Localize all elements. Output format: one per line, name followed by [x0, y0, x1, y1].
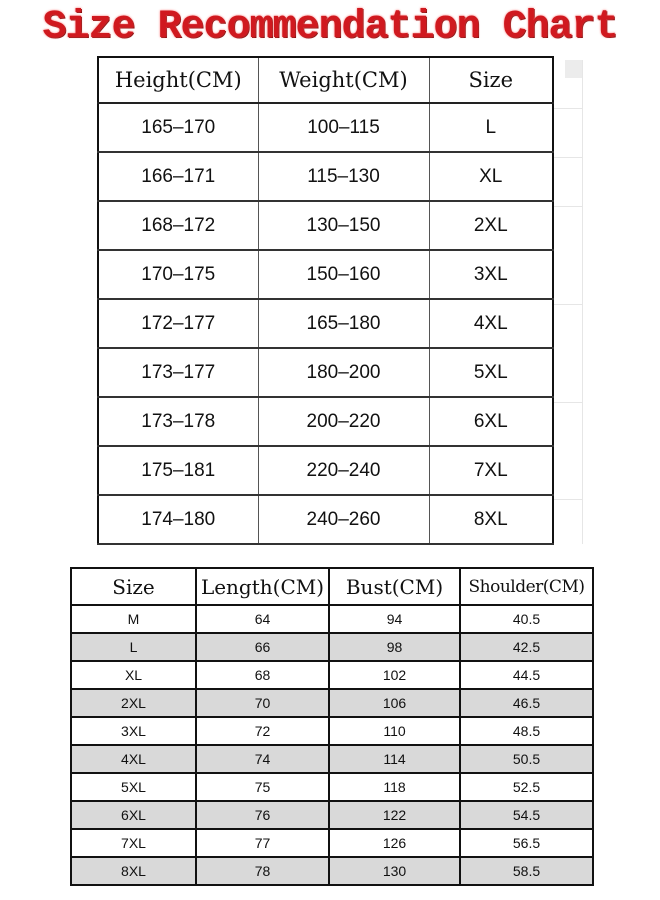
cell-weight: 240–260: [258, 495, 429, 544]
cell-size: 7XL: [429, 446, 553, 495]
table-row: [71, 633, 593, 661]
cell-shoulder: 58.5: [460, 857, 593, 885]
cell-size: L: [71, 633, 196, 661]
table-row: [98, 250, 553, 299]
cell-weight: 115–130: [258, 152, 429, 201]
cell-length: 70: [196, 689, 329, 717]
background-line: [552, 499, 582, 500]
cell-size: 7XL: [71, 829, 196, 857]
height-weight-size-table: [97, 56, 554, 545]
cell-weight: 200–220: [258, 397, 429, 446]
cell-size: XL: [429, 152, 553, 201]
cell-length: 76: [196, 801, 329, 829]
cell-shoulder: 54.5: [460, 801, 593, 829]
cell-length: 68: [196, 661, 329, 689]
cell-bust: 118: [329, 773, 460, 801]
table-row: [98, 446, 553, 495]
cell-height: 168–172: [98, 201, 258, 250]
background-line: [552, 402, 582, 403]
cell-bust: 98: [329, 633, 460, 661]
cell-size: 4XL: [71, 745, 196, 773]
background-line: [552, 206, 582, 207]
cell-weight: 150–160: [258, 250, 429, 299]
table-row: [98, 348, 553, 397]
background-line: [552, 304, 582, 305]
cell-size: 4XL: [429, 299, 553, 348]
table-row: [98, 495, 553, 544]
cell-height: 170–175: [98, 250, 258, 299]
cell-size: 5XL: [71, 773, 196, 801]
page-title: Size Recommendation Chart: [42, 5, 618, 50]
cell-size: 3XL: [71, 717, 196, 745]
cell-shoulder: 50.5: [460, 745, 593, 773]
cell-shoulder: 40.5: [460, 605, 593, 633]
cell-bust: 94: [329, 605, 460, 633]
cell-shoulder: 42.5: [460, 633, 593, 661]
table-row: [98, 152, 553, 201]
cell-size: 8XL: [71, 857, 196, 885]
cell-size: M: [71, 605, 196, 633]
table-row: [71, 717, 593, 745]
cell-size: 6XL: [429, 397, 553, 446]
cell-length: 78: [196, 857, 329, 885]
cell-height: 172–177: [98, 299, 258, 348]
cell-bust: 102: [329, 661, 460, 689]
cell-length: 72: [196, 717, 329, 745]
cell-height: 166–171: [98, 152, 258, 201]
cell-size: 2XL: [71, 689, 196, 717]
background-line: [582, 60, 583, 544]
table-header-row: [71, 568, 593, 605]
cell-shoulder: 48.5: [460, 717, 593, 745]
cell-shoulder: 46.5: [460, 689, 593, 717]
table-row: [98, 397, 553, 446]
cell-weight: 165–180: [258, 299, 429, 348]
column-header-length: Length(CM): [196, 568, 329, 605]
cell-weight: 130–150: [258, 201, 429, 250]
cell-size: 2XL: [429, 201, 553, 250]
table-row: [98, 299, 553, 348]
cell-weight: 180–200: [258, 348, 429, 397]
cell-size: 6XL: [71, 801, 196, 829]
cell-bust: 130: [329, 857, 460, 885]
background-line: [565, 60, 583, 78]
column-header-height: Height(CM): [98, 57, 258, 103]
table-row: [71, 745, 593, 773]
table-row: [71, 773, 593, 801]
column-header-weight: Weight(CM): [258, 57, 429, 103]
background-line: [552, 157, 582, 158]
cell-length: 74: [196, 745, 329, 773]
cell-bust: 110: [329, 717, 460, 745]
table-header-row: [98, 57, 553, 103]
cell-height: 175–181: [98, 446, 258, 495]
cell-bust: 106: [329, 689, 460, 717]
cell-bust: 122: [329, 801, 460, 829]
cell-size: 8XL: [429, 495, 553, 544]
cell-height: 173–177: [98, 348, 258, 397]
cell-weight: 220–240: [258, 446, 429, 495]
column-header-size: Size: [71, 568, 196, 605]
column-header-shoulder: Shoulder(CM): [460, 568, 593, 605]
cell-length: 66: [196, 633, 329, 661]
cell-length: 77: [196, 829, 329, 857]
cell-bust: 126: [329, 829, 460, 857]
table-row: [98, 103, 553, 152]
cell-bust: 114: [329, 745, 460, 773]
cell-shoulder: 56.5: [460, 829, 593, 857]
column-header-bust: Bust(CM): [329, 568, 460, 605]
cell-height: 165–170: [98, 103, 258, 152]
cell-weight: 100–115: [258, 103, 429, 152]
table-row: [71, 605, 593, 633]
cell-size: XL: [71, 661, 196, 689]
table-row: [71, 661, 593, 689]
table-row: [71, 829, 593, 857]
cell-size: 3XL: [429, 250, 553, 299]
cell-shoulder: 44.5: [460, 661, 593, 689]
cell-length: 75: [196, 773, 329, 801]
cell-height: 173–178: [98, 397, 258, 446]
cell-size: 5XL: [429, 348, 553, 397]
background-line: [552, 108, 582, 109]
cell-size: L: [429, 103, 553, 152]
table-row: [71, 857, 593, 885]
cell-shoulder: 52.5: [460, 773, 593, 801]
table-row: [71, 801, 593, 829]
cell-height: 174–180: [98, 495, 258, 544]
table-row: [71, 689, 593, 717]
column-header-size: Size: [429, 57, 553, 103]
table-row: [98, 201, 553, 250]
garment-measurement-table: [70, 567, 594, 886]
cell-length: 64: [196, 605, 329, 633]
